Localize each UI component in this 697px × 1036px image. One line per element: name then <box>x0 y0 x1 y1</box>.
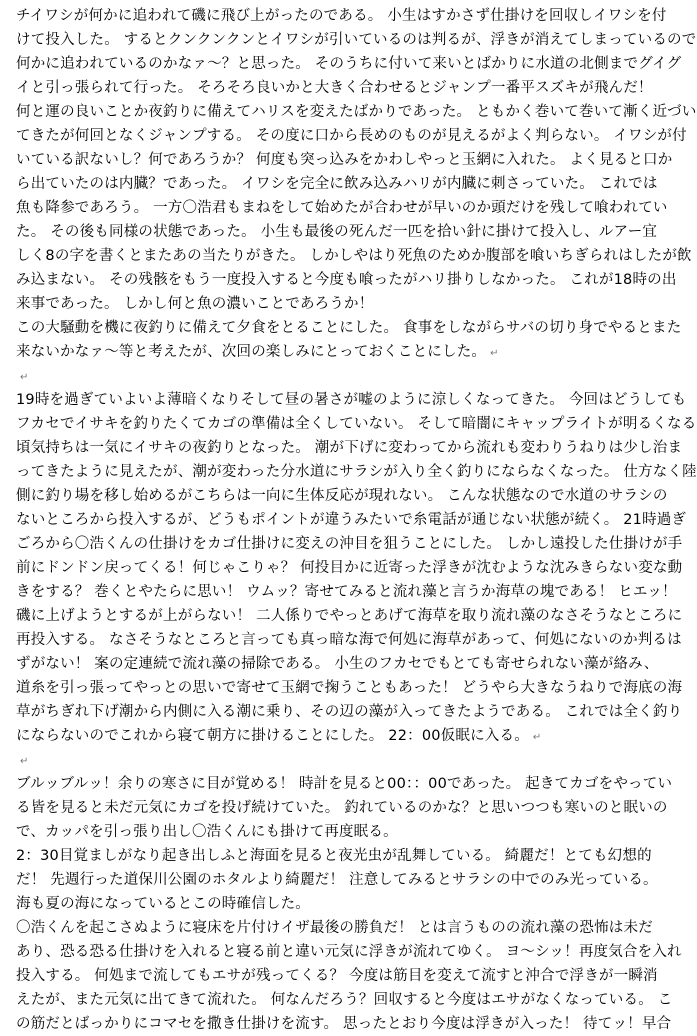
text-line <box>16 940 682 964</box>
text-line-content: けて投入した。 するとクンクンクンとイワシが引いているのは判るが、浮きが消えてしまっているので <box>16 32 697 48</box>
text-line <box>16 820 668 844</box>
text-line-content: ブルッブルッ！余りの寒さに目が覚める！ 時計を見ると00：：00であった。 起きてカゴをやってい <box>16 776 673 792</box>
text-line-content: 魚も降参であろう。 一方〇浩君もまねをして始めたが合わせが早いのか頭だけを残して喰われてい <box>16 200 668 216</box>
text-line <box>16 964 668 988</box>
text-line-content: の筋だとばっかりにコマセを撒き仕掛けを流す。 思ったとおり今度は浮きが入った！ 待てッ！早合 <box>16 1016 672 1032</box>
paragraph <box>16 748 668 772</box>
text-line <box>16 52 682 76</box>
text-line-content: で、カッパを引っ張り出し〇浩くんにも掛けて再度眠る。 <box>16 824 398 840</box>
text-line <box>16 4 668 28</box>
text-line-content: 再投入する。 なさそうなところと言っても真っ暗な海で何処に海草があって、何処にないのか判るは <box>16 632 682 648</box>
text-line <box>16 700 683 724</box>
text-line <box>16 316 682 340</box>
text-line-content: えたが、また元気に出てきて流れた。 何なんだろう？回収すると今度はエサがなくなっている。 こ <box>16 992 673 1008</box>
text-line <box>16 748 668 772</box>
text-line <box>16 772 673 796</box>
text-line-content: あり、恐る恐る仕掛けを入れると寝る前と違い元気に浮きが流れてゆく。 ヨ～シッ！再度気合を入れ <box>16 944 682 960</box>
text-line-content: 〇浩くんを起こさぬように寝床を片付けイザ最後の勝負だ！ とは言うものの流れ藻の恐怖は未だ <box>16 920 653 936</box>
text-line <box>16 580 677 604</box>
text-line-content: 側に釣り場を移し始めるがこちらは一向に生体反応が現れない。 こんな状態なので水道のサラシの <box>16 488 668 504</box>
paragraph <box>16 772 673 844</box>
text-line-content: 磯に上げようとするが上がらない！ 二人係りでやっとあげて海草を取り流れ藻のなさそうなところに <box>16 608 683 624</box>
text-line-content: ら出ていたのは内臓？であった。 イワシを完全に飲み込みハリが内臓に刺さっていた。 これでは <box>16 176 658 192</box>
text-line-content: 来事であった。 しかし何と魚の濃いことであろうか！ <box>16 296 374 312</box>
text-line-content: み込まない。 その残骸をもう一度投入すると今度も喰ったがハリ掛りしなかった。 これが18時の出 <box>16 272 677 288</box>
text-line <box>16 1012 672 1036</box>
text-line <box>16 796 668 820</box>
text-line <box>16 652 668 676</box>
text-line <box>16 76 668 100</box>
text-line-content: 2：30目覚ましがなり起き出しふと海面を見ると夜光虫が乱舞している。 綺麗だ！とても幻想的 <box>16 848 652 864</box>
text-line <box>16 892 668 916</box>
text-line <box>16 28 697 52</box>
text-line-content: 前にドンドン戻ってくる！何じゃこりゃ？ 何投目かに近寄った浮きが沈むような沈みきらない変な動 <box>16 560 683 576</box>
paragraph-mark-icon: ↵ <box>20 372 29 383</box>
text-line <box>16 340 668 364</box>
paragraph <box>16 364 668 388</box>
text-line-content: にならないのでこれから寝て朝方に掛けることにした。 22：00仮眠に入る。 <box>16 728 529 744</box>
text-line <box>16 412 697 436</box>
text-line-content: 海も夏の海になっているとこの時確信した。 <box>16 896 310 912</box>
text-line-content: きをする？ 巻くとやたらに思い！ ウムッ？寄せてみると流れ藻と言うか海草の塊である！ ヒエッ！ <box>16 584 677 600</box>
text-line-content: この大騒動を機に夜釣りに備えて夕食をとることにした。 食事をしながらサバの切り身でやるとまた <box>16 320 682 336</box>
text-line-content: イと引っ張られて行った。 そろそろ良いかと大きく合わせるとジャンプ一番平スズキが飛んだ！ <box>16 80 653 96</box>
text-line <box>16 484 668 508</box>
text-line <box>16 676 683 700</box>
text-line <box>16 100 697 124</box>
text-line-content: 頃気持ちは一気にイサキの夜釣りとなった。 潮が下げに変わってから流れも変わりうねりは少し治ま <box>16 440 683 456</box>
text-line <box>16 220 668 244</box>
paragraph <box>16 916 682 1036</box>
paragraph <box>16 316 682 364</box>
paragraph-mark-icon: ↵ <box>532 732 542 743</box>
text-line-content: た。 その後も同様の状態であった。 小生も最後の死んだ一匹を拾い針に掛けて投入し、ルアー宜 <box>16 224 658 240</box>
text-line-content: いている訳ないし？何であろうか？ 何度も突っ込みをかわしやっと玉網に入れた。 よく見ると口か <box>16 152 673 168</box>
text-line <box>16 868 668 892</box>
text-line-content: 来ないかなァ～等と考えたが、次回の楽しみにとっておくことにした。 <box>16 344 487 360</box>
paragraph <box>16 844 668 916</box>
text-line <box>16 532 683 556</box>
text-line-content: 19時を過ぎていよいよ薄暗くなりそして昼の暑さが嘘のように涼しくなってきた。 今回はどうしても <box>16 392 687 408</box>
text-line <box>16 628 682 652</box>
text-line <box>16 844 668 868</box>
text-line <box>16 988 673 1012</box>
text-line <box>16 460 697 484</box>
text-line-content: る皆を見ると未だ元気にカゴを投げ続けていた。 釣れているのかな？と思いつつも寒いのと眠いの <box>16 800 668 816</box>
text-line <box>16 148 673 172</box>
text-line <box>16 196 668 220</box>
text-line-content: だ！ 先週行った道保川公園のホタルより綺麗だ！ 注意してみるとサラシの中でのみ光っている。 <box>16 872 658 888</box>
text-line-content: 投入する。 何処まで流してもエサが残ってくる？ 今度は筋目を変えて流すと沖合で浮きが一瞬消 <box>16 968 658 984</box>
text-line <box>16 244 692 268</box>
text-line <box>16 388 687 412</box>
text-line <box>16 556 683 580</box>
text-line <box>16 364 668 388</box>
text-line <box>16 604 683 628</box>
text-line <box>16 172 668 196</box>
text-line-content: しく8の字を書くとまたあの当たりがきた。 しかしやはり死魚のためか腹部を喰いちぎられはしたが飲 <box>16 248 692 264</box>
text-line-content: ないところから投入するが、どうもポイントが違うみたいで糸電話が通じない状態が続く。 21時過ぎ <box>16 512 687 528</box>
text-line-content: 何かに追われているのかなァ～？と思った。 そのうちに付いて来いとばかりに水道の北側までグイグ <box>16 56 682 72</box>
text-line-content: チイワシが何かに追われて磯に飛び上がったのである。 小生はすかさず仕掛けを回収しイワシを付 <box>16 8 667 24</box>
text-line-content: てきたが何回となくジャンプする。 その度に口から長めのものが見えるがよく判らない。 イワシが付 <box>16 128 687 144</box>
paragraph-mark-icon: ↵ <box>490 348 499 359</box>
text-line <box>16 724 668 748</box>
text-line-content: ってきたように見えたが、潮が変わった分水道にサラシが入り全く釣りにならなくなった。 仕方なく陸 <box>16 464 697 480</box>
paragraph <box>16 388 697 748</box>
text-line <box>16 436 683 460</box>
text-line-content: 草がちぎれ下げ潮から内側に入る潮に乗り、その辺の藻が入ってきたようである。 これでは全く釣り <box>16 704 683 720</box>
text-line <box>16 508 687 532</box>
text-line-content: 道糸を引っ張ってやっとの思いで寄せて玉網で掬うこともあった！ どうやら大きなうねりで海底の海 <box>16 680 683 696</box>
text-line <box>16 916 668 940</box>
text-line-content: ずがない！ 案の定連続で流れ藻の掃除である。 小生のフカセでもとても寄せられない藻が絡み、 <box>16 656 659 672</box>
text-line <box>16 268 677 292</box>
paragraph-mark-icon: ↵ <box>20 756 29 767</box>
text-line-content: ごろから〇浩くんの仕掛けをカゴ仕掛けに変えの沖目を狙うことにした。 しかし遠投した仕掛けが手 <box>16 536 683 552</box>
text-line <box>16 124 687 148</box>
paragraph <box>16 4 697 316</box>
text-line-content: フカセでイサキを釣りたくてカゴの準備は全くしていない。 そして暗闇にキャップライトが明るくなる <box>16 416 697 432</box>
text-line <box>16 292 668 316</box>
text-line-content: 何と運の良いことか夜釣りに備えてハリスを変えたばかりであった。 ともかく巻いて巻いて漸く近づい <box>16 104 697 120</box>
